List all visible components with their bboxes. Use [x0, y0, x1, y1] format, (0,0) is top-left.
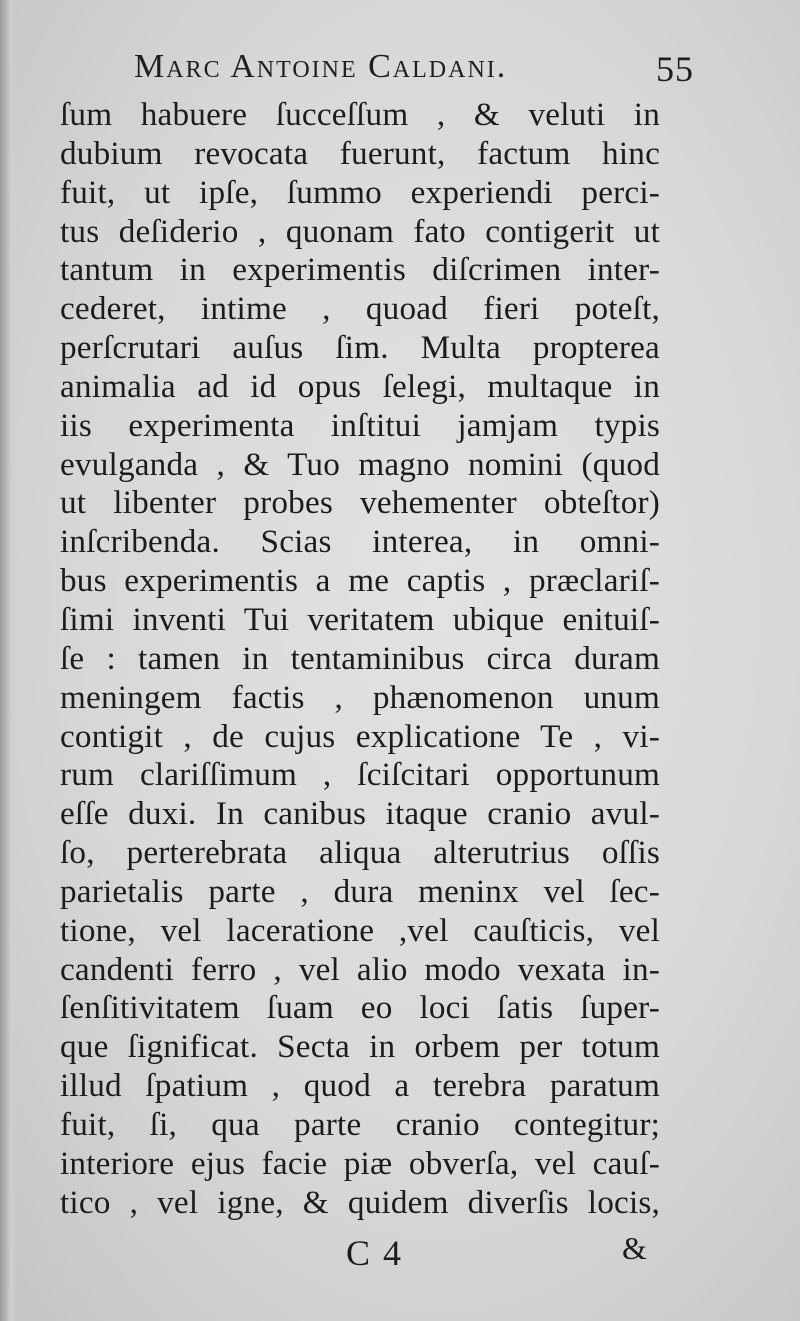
binding-shadow	[0, 0, 16, 1321]
text-line: tico , vel igne, & quidem diverſis locis,	[60, 1183, 660, 1221]
text-line: ſimi inventi Tui veritatem ubique enituiſ-	[60, 600, 660, 638]
text-line: ſe : tamen in tentaminibus circa duram	[60, 639, 660, 677]
text-line: que ſignificat. Secta in orbem per totum	[60, 1028, 660, 1066]
text-line: cederet, intime , quoad fieri poteſt,	[60, 290, 660, 328]
text-line: fuit, ut ipſe, ſummo experiendi perci-	[60, 173, 660, 211]
text-line: inſcribenda. Scias interea, in omni-	[60, 523, 660, 561]
text-line: ſenſitivitatem ſuam eo loci ſatis ſuper-	[60, 989, 660, 1027]
text-line: bus experimentis a me captis , præclariſ-	[60, 562, 660, 600]
text-line: tantum in experimentis diſcrimen inter-	[60, 251, 660, 289]
text-line: iis experimenta inſtitui jamjam typis	[60, 406, 660, 444]
text-line: contigit , de cujus explicatione Te , vi-	[60, 717, 660, 755]
text-line: dubium revocata fuerunt, factum hinc	[60, 134, 660, 172]
text-line: rum clariſſimum , ſciſcitari opportunum	[60, 756, 660, 794]
text-line: animalia ad id opus ſelegi, multaque in	[60, 367, 660, 405]
text-line: candenti ferro , vel alio modo vexata in-	[60, 950, 660, 988]
text-line: perſcrutari auſus ſim. Multa propterea	[60, 329, 660, 367]
text-line: ſo, perterebrata aliqua alterutrius oſſis	[60, 834, 660, 872]
text-line: tus deſiderio , quonam fato contigerit ut	[60, 212, 660, 250]
body-text	[60, 96, 660, 1222]
text-line: interiore ejus facie piæ obverſa, vel cauſ-	[60, 1144, 660, 1182]
text-line: parietalis parte , dura meninx vel ſec-	[60, 872, 660, 910]
text-line: ut libenter probes vehementer obteſtor)	[60, 484, 660, 522]
text-line: fuit, ſi, qua parte cranio contegitur;	[60, 1105, 660, 1143]
running-head	[134, 48, 694, 89]
text-line: tione, vel laceratione ,vel cauſticis, vel	[60, 911, 660, 949]
text-line: ſum habuere ſucceſſum , & veluti in	[60, 96, 660, 133]
text-line: illud ſpatium , quod a terebra paratum	[60, 1067, 660, 1105]
page-number: 55	[656, 49, 694, 89]
running-head-title: Marc Antoine Caldani.	[134, 48, 508, 85]
text-line: evulganda , & Tuo magno nomini (quod	[60, 445, 660, 483]
text-line: eſſe duxi. In canibus itaque cranio avul-	[60, 795, 660, 833]
signature-mark: C 4	[346, 1233, 404, 1273]
text-line: meningem factis , phænomenon unum	[60, 678, 660, 716]
catchword: &	[622, 1230, 647, 1266]
